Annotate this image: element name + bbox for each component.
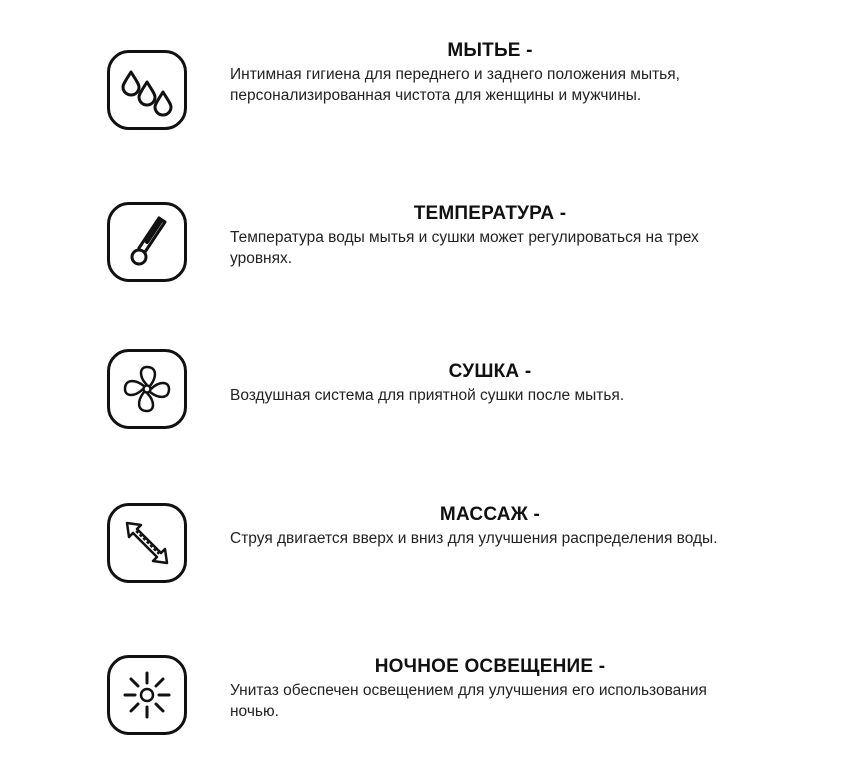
thermometer-icon [107, 202, 187, 282]
double-arrow-icon [107, 503, 187, 583]
fan-icon [107, 349, 187, 429]
feature-description: Унитаз обеспечен освещением для улучшения его использования ночью. [230, 682, 707, 720]
feature-description: Воздушная система для приятной сушки после мытья. [230, 387, 625, 404]
feature-title: МЫТЬЕ - [447, 40, 533, 61]
feature-title: СУШКА - [448, 361, 532, 382]
light-icon [107, 655, 187, 735]
feature-title: НОЧНОЕ ОСВЕЩЕНИЕ - [374, 656, 606, 677]
feature-description: Интимная гигиена для переднего и заднего положения мытья, персонализированная чистота для женщины и мужчины. [230, 66, 680, 104]
feature-description: Температура воды мытья и сушки может регулироваться на трех уровнях. [230, 229, 699, 267]
feature-description: Струя двигается вверх и вниз для улучшения распределения воды. [230, 530, 718, 547]
feature-title: МАССАЖ - [439, 504, 541, 525]
feature-title: ТЕМПЕРАТУРА - [413, 203, 567, 224]
